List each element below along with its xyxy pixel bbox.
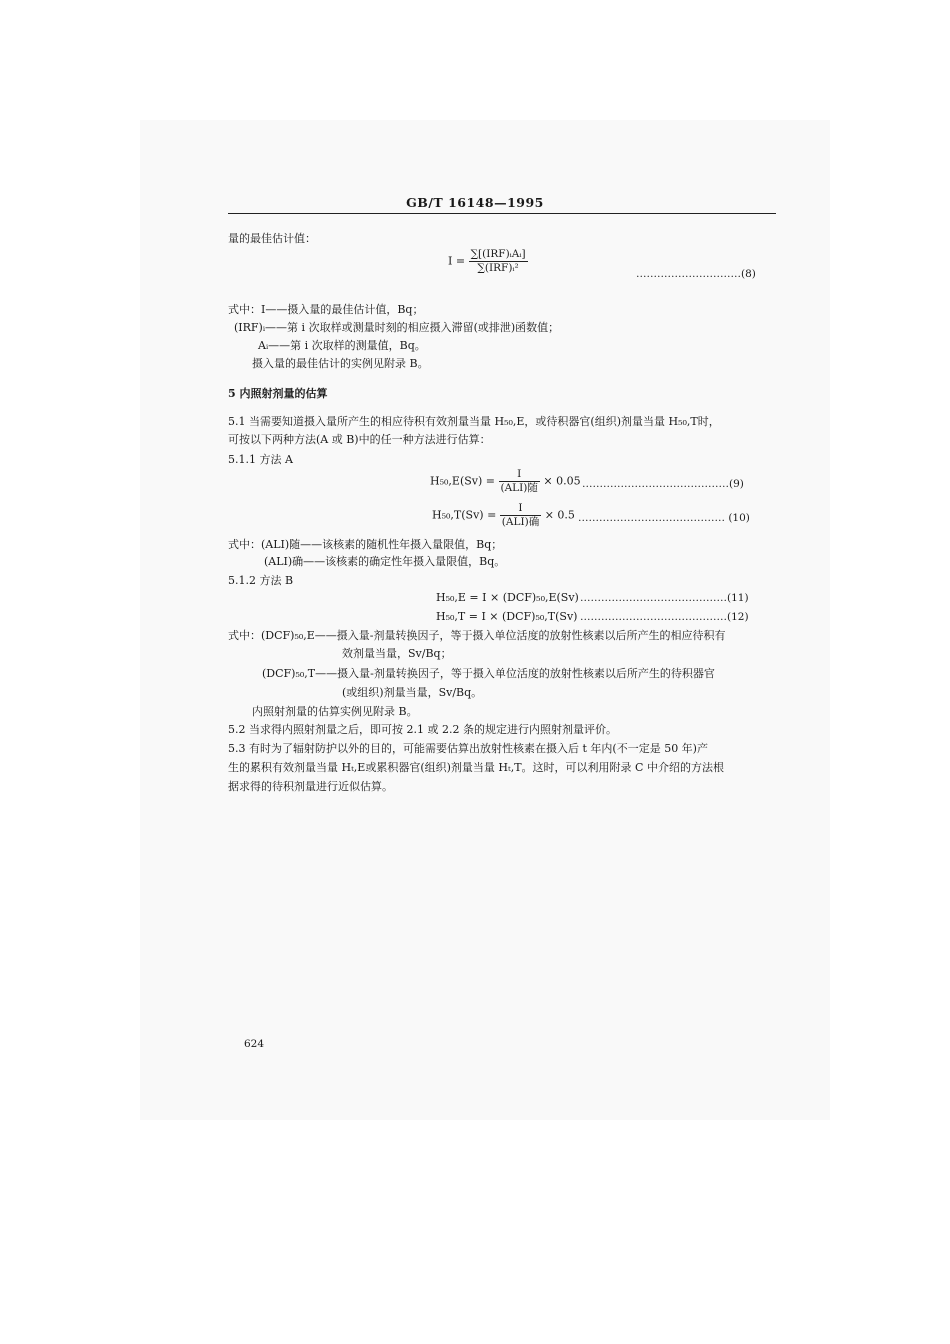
- eq8-denominator: ∑(IRF)ᵢ²: [477, 262, 519, 274]
- where8-line2: (IRF)ᵢ——第 i 次取样或测量时刻的相应摄入滞留(或排泄)函数值；: [234, 321, 560, 334]
- where11-line4: (或组织)剂量当量，Sv/Bq。: [342, 686, 483, 699]
- eq9-factor: × 0.05: [543, 474, 581, 488]
- where11-line1: 式中：(DCF)₅₀,E——摄入量-剂量转换因子，等于摄入单位活度的放射性核素以后所产生的相应待积有: [228, 629, 726, 642]
- eq10-fraction: [500, 502, 541, 529]
- eq12-text: H₅₀,T = I × (DCF)₅₀,T(Sv): [436, 610, 578, 623]
- eq9-fraction: [499, 468, 540, 495]
- equation-9: [430, 468, 581, 495]
- where8-line1: 式中：I——摄入量的最佳估计值，Bq；: [228, 303, 424, 316]
- where8-line3: Aᵢ——第 i 次取样的测量值，Bq。: [258, 339, 426, 352]
- standard-header: GB/T 16148—1995: [406, 195, 544, 210]
- where9-line1: 式中：(ALI)随——该核素的随机性年摄入量限值，Bq；: [228, 538, 503, 551]
- eq8-numerator: ∑[(IRF)ᵢAᵢ]: [470, 248, 526, 260]
- eq8-number: …………………………(8): [636, 268, 756, 280]
- where9-line2: (ALI)确——该核素的确定性年摄入量限值，Bq。: [264, 555, 506, 568]
- eq9-number: ……………………………………(9): [582, 478, 744, 490]
- eq10-denominator: (ALI)确: [501, 516, 540, 528]
- eq11-number: ……………………………………(11): [580, 592, 749, 604]
- eq10-number: …………………………………… (10): [578, 512, 750, 524]
- where8-line4: 摄入量的最佳估计的实例见附录 B。: [252, 357, 429, 370]
- s51-line2: 可按以下两种方法(A 或 B)中的任一种方法进行估算：: [228, 433, 491, 446]
- s53-line3: 据求得的待积剂量进行近似估算。: [228, 780, 393, 793]
- s51-line1: 5.1 当需要知道摄入量所产生的相应待积有效剂量当量 H₅₀,E，或待积器官(组织)剂量当量 H₅₀,T时，: [228, 415, 720, 428]
- section-5-heading: 5 内照射剂量的估算: [228, 387, 328, 400]
- eq8-fraction: [469, 248, 528, 275]
- s511-heading: 5.1.1 方法 A: [228, 453, 293, 466]
- eq11-text: H₅₀,E = I × (DCF)₅₀,E(Sv): [436, 591, 579, 604]
- page-number: 624: [244, 1038, 265, 1050]
- s512-heading: 5.1.2 方法 B: [228, 574, 294, 587]
- intro-text: 量的最佳估计值：: [228, 232, 316, 245]
- where11-line3: (DCF)₅₀,T——摄入量-剂量转换因子，等于摄入单位活度的放射性核素以后所产生的待积器官: [262, 667, 715, 680]
- eq12-number: ……………………………………(12): [580, 611, 749, 623]
- eq9-denominator: (ALI)随: [500, 482, 538, 494]
- header-rule: [228, 213, 776, 214]
- eq10-numerator: I: [500, 502, 541, 516]
- eq10-lhs: H₅₀,T(Sv) =: [432, 508, 497, 522]
- eq9-lhs: H₅₀,E(Sv) =: [430, 474, 495, 488]
- s53-line1: 5.3 有时为了辐射防护以外的目的，可能需要估算出放射性核素在摄入后 t 年内(不一定是 50 年)产: [228, 742, 708, 755]
- s52-text: 5.2 当求得内照射剂量之后，即可按 2.1 或 2.2 条的规定进行内照射剂量评价。: [228, 723, 617, 736]
- eq9-numerator: I: [499, 468, 540, 482]
- where11-line2: 效剂量当量，Sv/Bq；: [342, 647, 452, 660]
- where11-line5: 内照射剂量的估算实例见附录 B。: [252, 705, 418, 718]
- equation-8: [448, 248, 528, 275]
- eq8-lhs: I =: [448, 254, 466, 268]
- s53-line2: 生的累积有效剂量当量 Hₜ,E或累积器官(组织)剂量当量 Hₜ,T。这时，可以利用附录 C 中介绍的方法根: [228, 761, 724, 774]
- equation-10: [432, 502, 575, 529]
- eq10-factor: × 0.5: [544, 508, 575, 522]
